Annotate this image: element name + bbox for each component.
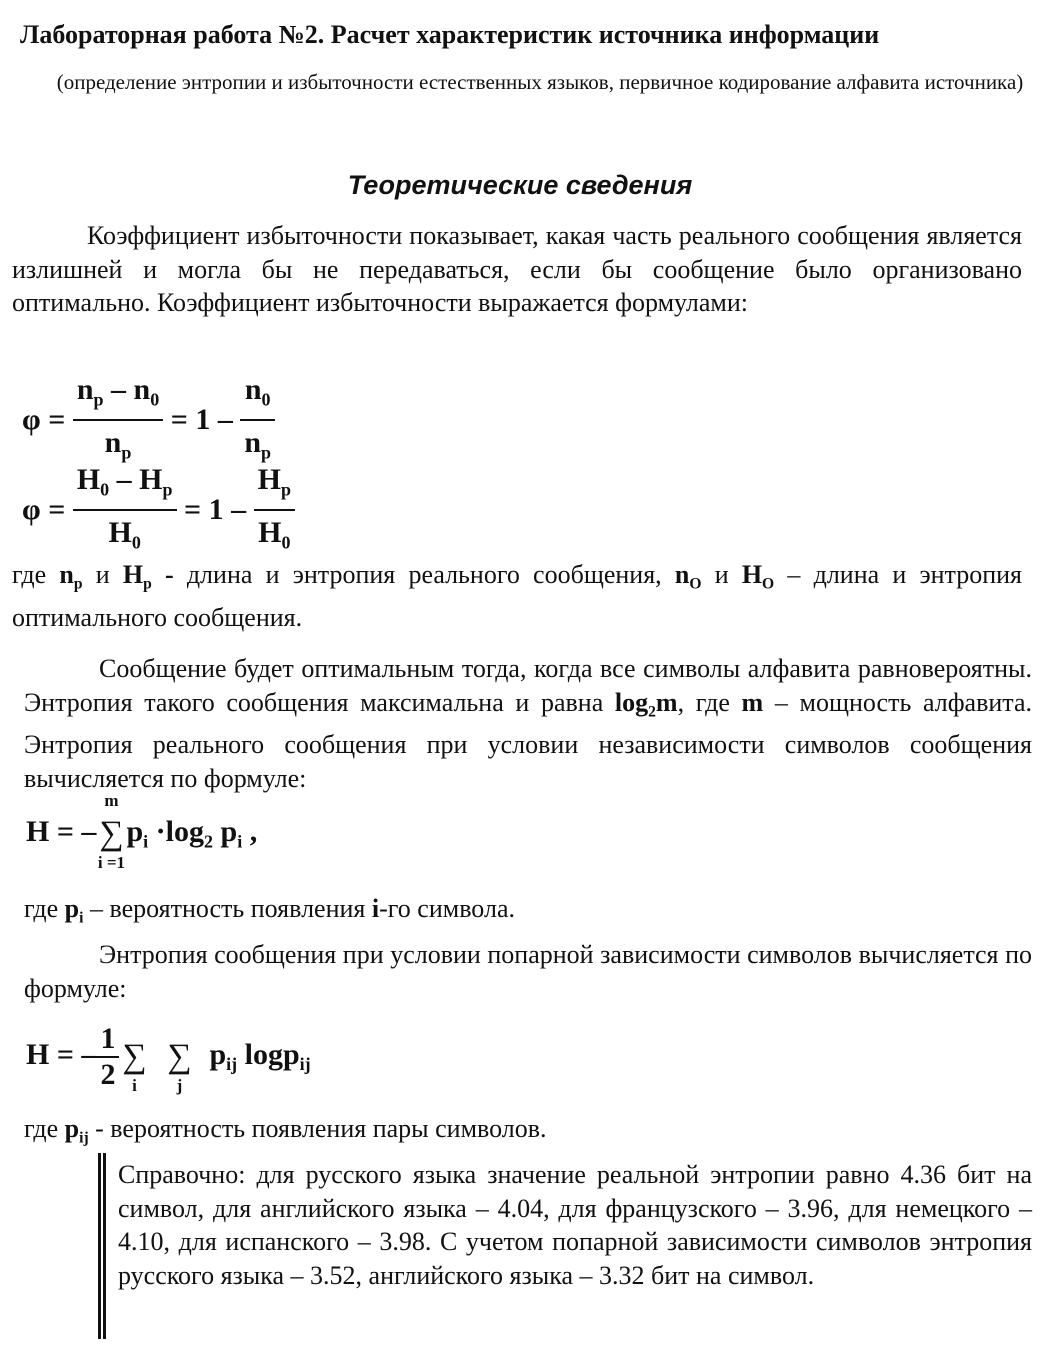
formula-entropy-pairwise: H = – $\frac{1}{2}$ ∑ i ∑ j $p_{ij}$ logp$_{ij}$: [26, 1022, 311, 1095]
paragraph-optimal-message: Сообщение будет оптимальным тогда, когда все символы алфавита равновероятны. Энтропия такого сообщения максимальна и равна $\log_2m$, где m – мощность алфавита. Энтропия реального сообщения при условии независимости символов сообщения вычисляется по формуле:: [24, 654, 1033, 793]
page-title: Лабораторная работа №2. Расчет характеристик источника информации: [20, 20, 880, 49]
page-subtitle: (определение энтропии и избыточности естественных языков, первичное кодирование алфавита источника): [56, 70, 1024, 94]
paragraph-pi-definition: где $p_i$ – вероятность появления i-го символа.: [24, 894, 515, 927]
paragraph-pij-definition: где $p_{ij}$ - вероятность появления пары символов.: [24, 1114, 547, 1147]
formula-entropy-independent: H = – m ∑ i =1 $p_i \cdot\log_2$ $p_i$ ,: [26, 790, 258, 872]
note-border: [98, 1153, 106, 1339]
paragraph-redundancy: Коэффициент избыточности показывает, какая часть реального сообщения является излишней и могла бы не передаваться, если бы сообщение было организовано оптимально. Коэффициент избыточности выражается формулами:: [12, 221, 1022, 317]
formula-redundancy-length: φ = $\frac{n_p - n_0}{n_p}$ = 1 – $\frac{n_0}{n_p}$: [22, 370, 275, 475]
paragraph-definitions: где $n_p$ и $H_p$ - длина и энтропия реального сообщения, $n_O$ и $H_O$ – длина и энтропия оптимального сообщения.: [12, 560, 1023, 632]
formula-redundancy-entropy: φ = $\frac{H_0 - H_p}{H_0}$ = 1 – $\frac{H_p}{H_0}$: [22, 460, 295, 565]
reference-note: Справочно: для русского языка значение реальной энтропии равно 4.36 бит на символ, для английского языка – 4.04, для французского – 3.96, для немецкого – 4.10, для испанского – 3.98. С учетом попарной зависимости символов энтропия русского языка – 3.52, английского языка – 3.32 бит на символ.: [118, 1160, 1032, 1290]
paragraph-pairwise: Энтропия сообщения при условии попарной зависимости символов вычисляется по формуле:: [24, 940, 1032, 1003]
section-heading: Теоретические сведения: [347, 170, 693, 200]
